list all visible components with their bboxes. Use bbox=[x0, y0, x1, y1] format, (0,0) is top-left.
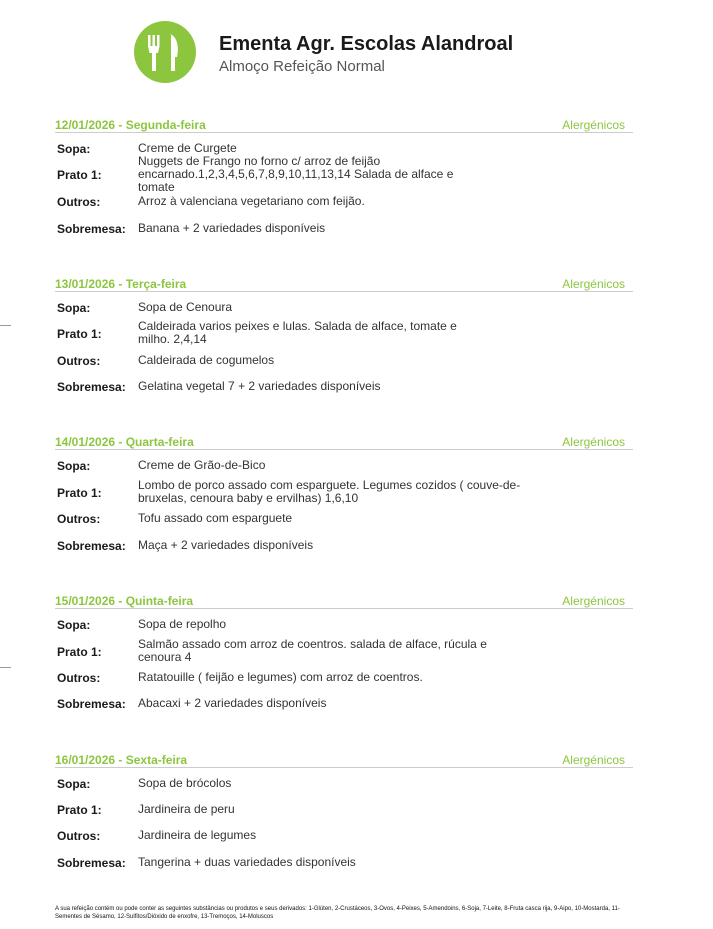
logo bbox=[134, 21, 196, 83]
allergen-footnote: A sua refeição contém ou pode conter as seguintes substâncias ou produtos e seus derivados: 1-Glúten, 2-Crustáceos, 3-Ovos, 4-Peixes, 5-Amendoins, 6-Soja, 7-Leite, 8-Fruta casca rija, 9-Aipo, 10-Mostarda, 11-Sementes de Sésamo, 12-Sulfitos/Dióxido de enxofre, 13-Tremoços, 14-Moluscos bbox=[55, 906, 620, 920]
day-block bbox=[55, 753, 633, 913]
prato-value: Nuggets de Frango no forno c/ arroz de feijão encarnado.1,2,3,4,5,6,7,8,9,10,11,13,14 Salada de alface e tomate bbox=[138, 154, 454, 194]
row-label: Sopa: bbox=[57, 459, 91, 473]
prato-value: Jardineira de peru bbox=[138, 802, 235, 816]
day-block bbox=[55, 277, 633, 437]
outros-value: Tofu assado com esparguete bbox=[138, 511, 293, 525]
day-header bbox=[55, 753, 633, 768]
day-date: 12/01/2026 - Segunda-feira bbox=[55, 118, 206, 132]
row-label: Prato 1: bbox=[57, 645, 102, 659]
outros-value: Jardineira de legumes bbox=[138, 828, 257, 842]
row-label: Sopa: bbox=[57, 618, 91, 632]
day-header bbox=[55, 118, 633, 133]
row-label: Sobremesa: bbox=[57, 539, 126, 553]
sopa-value: Sopa de Cenoura bbox=[138, 300, 233, 314]
day-header bbox=[55, 277, 633, 292]
outros-value: Ratatouille ( feijão e legumes) com arroz de coentros. bbox=[138, 670, 423, 684]
outros-value: Arroz à valenciana vegetariano com feijão. bbox=[138, 194, 365, 208]
sobremesa-value: Abacaxi + 2 variedades disponíveis bbox=[138, 696, 327, 710]
row-label: Prato 1: bbox=[57, 168, 102, 182]
allergens-link[interactable]: Alergénicos bbox=[562, 594, 625, 608]
row-label: Sopa: bbox=[57, 777, 91, 791]
sobremesa-value: Gelatina vegetal 7 + 2 variedades disponíveis bbox=[138, 379, 381, 393]
day-block bbox=[55, 118, 633, 278]
page-title: Ementa Agr. Escolas Alandroal bbox=[219, 33, 514, 55]
prato-value: Lombo de porco assado com esparguete. Legumes cozidos ( couve-de-bruxelas, cenoura baby e ervilhas) 1,6,10 bbox=[138, 478, 521, 505]
row-label: Outros: bbox=[57, 829, 101, 843]
day-block bbox=[55, 435, 633, 595]
row-label: Sopa: bbox=[57, 142, 91, 156]
day-date: 16/01/2026 - Sexta-feira bbox=[55, 753, 188, 767]
prato-value: Caldeirada varios peixes e lulas. Salada de alface, tomate e milho. 2,4,14 bbox=[138, 319, 457, 346]
row-label: Outros: bbox=[57, 354, 101, 368]
edge-mark bbox=[0, 325, 11, 326]
row-label: Prato 1: bbox=[57, 486, 102, 500]
allergens-link[interactable]: Alergénicos bbox=[562, 435, 625, 449]
row-label: Outros: bbox=[57, 671, 101, 685]
day-date: 13/01/2026 - Terça-feira bbox=[55, 277, 187, 291]
day-date: 15/01/2026 - Quinta-feira bbox=[55, 594, 194, 608]
page-subtitle: Almoço Refeição Normal bbox=[219, 58, 385, 75]
outros-value: Caldeirada de cogumelos bbox=[138, 353, 275, 367]
sobremesa-value: Tangerina + duas variedades disponíveis bbox=[138, 855, 356, 869]
row-label: Sobremesa: bbox=[57, 380, 126, 394]
row-label: Outros: bbox=[57, 195, 101, 209]
sopa-value: Creme de Curgete bbox=[138, 141, 237, 155]
row-label: Sobremesa: bbox=[57, 222, 126, 236]
allergens-link[interactable]: Alergénicos bbox=[562, 753, 625, 767]
day-block bbox=[55, 594, 633, 754]
allergens-link[interactable]: Alergénicos bbox=[562, 118, 625, 132]
row-label: Prato 1: bbox=[57, 803, 102, 817]
sobremesa-value: Banana + 2 variedades disponíveis bbox=[138, 221, 326, 235]
sopa-value: Sopa de brócolos bbox=[138, 776, 232, 790]
row-label: Sopa: bbox=[57, 301, 91, 315]
sobremesa-value: Maça + 2 variedades disponíveis bbox=[138, 538, 314, 552]
row-label: Sobremesa: bbox=[57, 697, 126, 711]
day-date: 14/01/2026 - Quarta-feira bbox=[55, 435, 194, 449]
row-label: Prato 1: bbox=[57, 327, 102, 341]
day-header bbox=[55, 594, 633, 609]
row-label: Sobremesa: bbox=[57, 856, 126, 870]
prato-value: Salmão assado com arroz de coentros. salada de alface, rúcula e cenoura 4 bbox=[138, 637, 487, 664]
sopa-value: Sopa de repolho bbox=[138, 617, 227, 631]
allergens-link[interactable]: Alergénicos bbox=[562, 277, 625, 291]
cutlery-icon bbox=[134, 21, 196, 83]
day-header bbox=[55, 435, 633, 450]
edge-mark bbox=[0, 667, 11, 668]
row-label: Outros: bbox=[57, 512, 101, 526]
sopa-value: Creme de Grão-de-Bico bbox=[138, 458, 266, 472]
